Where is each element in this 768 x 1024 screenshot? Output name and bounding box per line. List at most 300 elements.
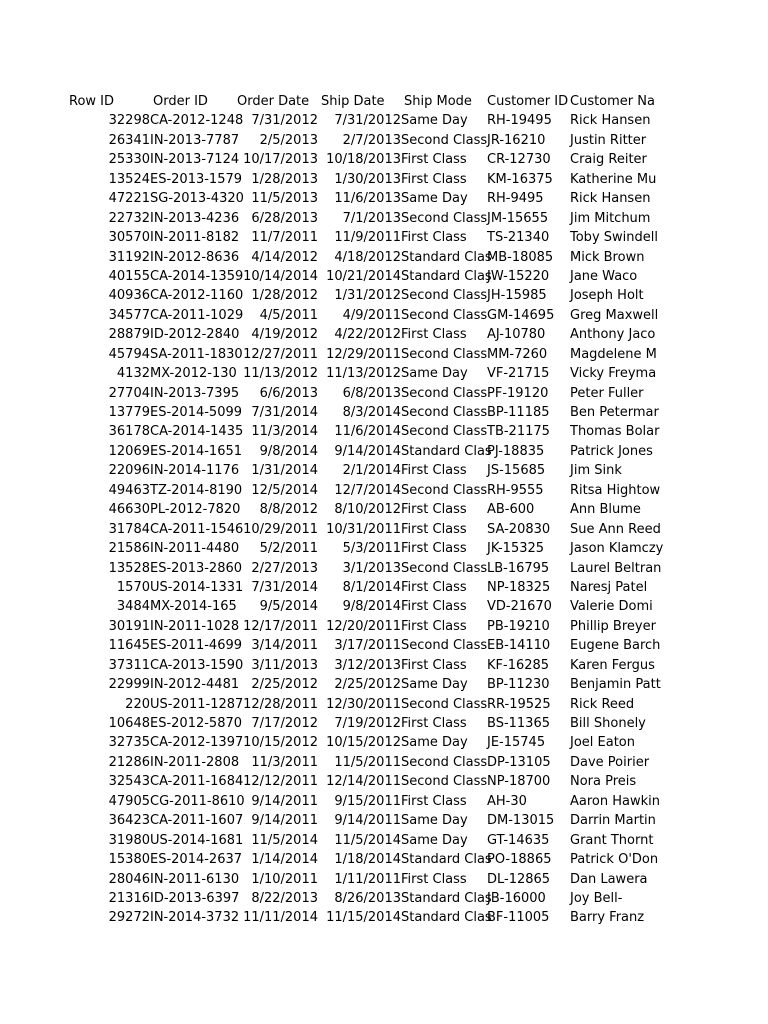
cell-ship-date[interactable]: 4/9/2011 bbox=[342, 307, 401, 323]
cell-row-id[interactable]: 45794 bbox=[108, 346, 150, 362]
cell-order-id[interactable]: CA-2011-1546 bbox=[150, 521, 244, 537]
cell-order-date[interactable]: 12/27/2011 bbox=[243, 346, 318, 362]
cell-order-date[interactable]: 7/31/2014 bbox=[251, 405, 318, 420]
cell-row-id[interactable]: 46630 bbox=[108, 502, 150, 518]
cell-row-id[interactable]: 13524 bbox=[108, 171, 150, 187]
cell-ship-date[interactable]: 9/14/2011 bbox=[334, 813, 401, 829]
cell-order-id[interactable]: US-2014-1331 bbox=[150, 579, 244, 595]
cell-customer-name[interactable]: Mick Brown bbox=[570, 249, 645, 265]
cell-order-date[interactable]: 11/5/2013 bbox=[251, 191, 318, 207]
cell-ship-mode[interactable]: Standard Clas bbox=[401, 443, 492, 459]
cell-customer-id[interactable]: GM-14695 bbox=[487, 307, 555, 323]
cell-order-date[interactable]: 10/17/2013 bbox=[243, 152, 318, 168]
cell-order-date[interactable]: 4/19/2012 bbox=[251, 327, 318, 343]
cell-row-id[interactable]: 30570 bbox=[108, 230, 150, 246]
cell-ship-mode[interactable]: First Class bbox=[401, 152, 467, 168]
cell-order-id[interactable]: IN-2013-7124 bbox=[150, 152, 240, 168]
cell-order-id[interactable]: IN-2014-3732 bbox=[150, 910, 240, 926]
cell-customer-name[interactable]: Ben Petermar bbox=[570, 405, 659, 420]
cell-row-id[interactable]: 31192 bbox=[108, 249, 150, 265]
cell-order-date[interactable]: 1/31/2014 bbox=[251, 463, 318, 479]
cell-customer-name[interactable]: Nora Preis bbox=[570, 774, 637, 790]
cell-customer-name[interactable]: Magdelene M bbox=[570, 346, 657, 362]
cell-customer-name[interactable]: Jane Waco bbox=[570, 268, 638, 284]
cell-customer-id[interactable]: KF-16285 bbox=[487, 657, 550, 673]
cell-row-id[interactable]: 3484 bbox=[116, 599, 150, 615]
cell-order-id[interactable]: ID-2012-2840 bbox=[150, 327, 240, 343]
cell-customer-id[interactable]: BP-11185 bbox=[487, 405, 550, 420]
cell-ship-mode[interactable]: First Class bbox=[401, 541, 467, 557]
cell-order-date[interactable]: 2/27/2013 bbox=[251, 560, 318, 576]
cell-customer-name[interactable]: Greg Maxwell bbox=[570, 307, 659, 323]
cell-order-date[interactable]: 12/12/2011 bbox=[243, 774, 318, 790]
cell-order-date[interactable]: 7/31/2012 bbox=[251, 113, 318, 129]
cell-ship-date[interactable]: 3/12/2013 bbox=[334, 657, 401, 673]
cell-order-date[interactable]: 12/5/2014 bbox=[251, 482, 318, 498]
cell-order-date[interactable]: 11/5/2014 bbox=[251, 832, 318, 848]
cell-order-date[interactable]: 11/3/2014 bbox=[251, 424, 318, 440]
cell-row-id[interactable]: 1570 bbox=[116, 579, 150, 595]
cell-ship-date[interactable]: 10/21/2014 bbox=[326, 268, 401, 284]
cell-customer-id[interactable]: JK-15325 bbox=[487, 541, 545, 557]
cell-ship-date[interactable]: 7/1/2013 bbox=[342, 210, 401, 226]
cell-order-date[interactable]: 7/17/2012 bbox=[251, 716, 318, 731]
cell-ship-mode[interactable]: Second Class bbox=[401, 307, 488, 323]
cell-order-id[interactable]: IN-2011-1028 bbox=[150, 618, 240, 634]
cell-order-id[interactable]: CA-2011-1607 bbox=[150, 813, 244, 829]
cell-row-id[interactable]: 32735 bbox=[108, 735, 150, 751]
cell-customer-id[interactable]: RR-19525 bbox=[487, 696, 551, 712]
cell-customer-id[interactable]: JB-16000 bbox=[487, 890, 546, 906]
cell-row-id[interactable]: 47905 bbox=[108, 793, 150, 809]
cell-ship-date[interactable]: 9/15/2011 bbox=[334, 793, 401, 809]
cell-order-date[interactable]: 10/14/2014 bbox=[243, 268, 318, 284]
cell-order-date[interactable]: 11/13/2012 bbox=[243, 366, 318, 382]
cell-customer-id[interactable]: BF-11005 bbox=[487, 910, 550, 926]
cell-ship-date[interactable]: 11/9/2011 bbox=[334, 230, 401, 246]
cell-ship-date[interactable]: 9/8/2014 bbox=[342, 599, 401, 615]
cell-ship-mode[interactable]: First Class bbox=[401, 716, 467, 731]
cell-order-id[interactable]: MX-2014-165 bbox=[150, 599, 237, 615]
cell-ship-date[interactable]: 9/14/2014 bbox=[334, 443, 401, 459]
cell-ship-mode[interactable]: Second Class bbox=[401, 754, 488, 770]
cell-customer-name[interactable]: Justin Ritter bbox=[570, 132, 647, 148]
cell-customer-name[interactable]: Jason Klamczy bbox=[570, 541, 664, 557]
cell-row-id[interactable]: 15380 bbox=[108, 852, 150, 868]
cell-ship-mode[interactable]: Second Class bbox=[401, 560, 488, 576]
cell-ship-date[interactable]: 2/1/2014 bbox=[342, 463, 401, 479]
cell-order-date[interactable]: 6/6/2013 bbox=[259, 385, 318, 401]
cell-customer-id[interactable]: AB-600 bbox=[487, 502, 535, 518]
cell-ship-mode[interactable]: Standard Clas bbox=[401, 268, 492, 284]
cell-order-date[interactable]: 10/29/2011 bbox=[243, 521, 318, 537]
header-customer-name[interactable]: Customer Na bbox=[570, 94, 655, 109]
cell-order-date[interactable]: 9/8/2014 bbox=[259, 443, 318, 459]
cell-ship-date[interactable]: 10/31/2011 bbox=[326, 521, 401, 537]
cell-ship-mode[interactable]: First Class bbox=[401, 502, 467, 518]
cell-order-date[interactable]: 11/11/2014 bbox=[243, 910, 318, 926]
cell-ship-mode[interactable]: Same Day bbox=[401, 677, 468, 693]
cell-customer-name[interactable]: Craig Reiter bbox=[570, 152, 647, 168]
cell-order-date[interactable]: 12/28/2011 bbox=[243, 696, 318, 712]
cell-ship-date[interactable]: 5/3/2011 bbox=[342, 541, 401, 557]
cell-customer-name[interactable]: Thomas Bolar bbox=[570, 424, 660, 440]
cell-customer-id[interactable]: PF-19120 bbox=[487, 385, 549, 401]
cell-order-id[interactable]: ID-2013-6397 bbox=[150, 890, 240, 906]
cell-order-date[interactable]: 11/7/2011 bbox=[251, 230, 318, 246]
cell-order-id[interactable]: TZ-2014-8190 bbox=[150, 482, 243, 498]
cell-row-id[interactable]: 22732 bbox=[108, 210, 150, 226]
cell-ship-date[interactable]: 3/1/2013 bbox=[342, 560, 401, 576]
cell-ship-date[interactable]: 12/29/2011 bbox=[326, 346, 401, 362]
cell-ship-date[interactable]: 8/26/2013 bbox=[334, 890, 401, 906]
cell-order-date[interactable]: 1/28/2013 bbox=[251, 171, 318, 187]
cell-ship-date[interactable]: 7/31/2012 bbox=[334, 113, 401, 129]
cell-customer-id[interactable]: BP-11230 bbox=[487, 677, 550, 693]
cell-customer-name[interactable]: Patrick Jones bbox=[570, 443, 653, 459]
cell-row-id[interactable]: 12069 bbox=[108, 443, 150, 459]
cell-customer-name[interactable]: Ritsa Hightow bbox=[570, 482, 661, 498]
cell-order-id[interactable]: ES-2011-4699 bbox=[150, 638, 243, 654]
cell-customer-id[interactable]: RH-9555 bbox=[487, 482, 544, 498]
cell-order-id[interactable]: CA-2012-1397 bbox=[150, 735, 244, 751]
cell-ship-mode[interactable]: Second Class bbox=[401, 210, 488, 226]
cell-customer-id[interactable]: DL-12865 bbox=[487, 871, 551, 887]
cell-ship-date[interactable]: 8/1/2014 bbox=[342, 579, 401, 595]
cell-ship-date[interactable]: 8/3/2014 bbox=[342, 405, 401, 420]
cell-ship-date[interactable]: 3/17/2011 bbox=[334, 638, 401, 654]
cell-customer-id[interactable]: PO-18865 bbox=[487, 852, 552, 868]
header-customer-id[interactable]: Customer ID bbox=[487, 94, 569, 109]
cell-ship-date[interactable]: 12/7/2014 bbox=[334, 482, 401, 498]
cell-order-id[interactable]: CA-2014-1435 bbox=[150, 424, 244, 440]
cell-ship-mode[interactable]: First Class bbox=[401, 793, 467, 809]
cell-ship-mode[interactable]: Second Class bbox=[401, 385, 488, 401]
cell-customer-id[interactable]: VD-21670 bbox=[487, 599, 552, 615]
header-order-date[interactable]: Order Date bbox=[237, 94, 310, 109]
cell-customer-name[interactable]: Dave Poirier bbox=[570, 754, 650, 770]
cell-ship-date[interactable]: 2/7/2013 bbox=[342, 132, 401, 148]
cell-customer-name[interactable]: Barry Franz bbox=[570, 910, 645, 926]
cell-order-id[interactable]: ES-2013-1579 bbox=[150, 171, 243, 187]
cell-ship-mode[interactable]: First Class bbox=[401, 579, 467, 595]
cell-ship-date[interactable]: 10/18/2013 bbox=[326, 152, 401, 168]
cell-ship-date[interactable]: 10/15/2012 bbox=[326, 735, 401, 751]
cell-order-id[interactable]: IN-2013-7395 bbox=[150, 385, 240, 401]
cell-customer-id[interactable]: NP-18700 bbox=[487, 774, 551, 790]
cell-row-id[interactable]: 11645 bbox=[108, 638, 150, 654]
header-order-id[interactable]: Order ID bbox=[153, 94, 208, 109]
cell-order-date[interactable]: 4/5/2011 bbox=[259, 307, 318, 323]
cell-customer-id[interactable]: TB-21175 bbox=[487, 424, 550, 440]
cell-order-date[interactable]: 8/22/2013 bbox=[251, 890, 318, 906]
cell-ship-date[interactable]: 1/30/2013 bbox=[334, 171, 401, 187]
cell-ship-mode[interactable]: First Class bbox=[401, 327, 467, 343]
cell-customer-name[interactable]: Joy Bell- bbox=[570, 890, 623, 906]
cell-customer-name[interactable]: Valerie Domi bbox=[570, 599, 653, 615]
cell-customer-id[interactable]: CR-12730 bbox=[487, 152, 551, 168]
cell-ship-date[interactable]: 11/13/2012 bbox=[326, 366, 401, 382]
cell-order-id[interactable]: IN-2011-2808 bbox=[150, 754, 240, 770]
cell-ship-mode[interactable]: Second Class bbox=[401, 288, 488, 304]
cell-customer-name[interactable]: Phillip Breyer bbox=[570, 618, 656, 634]
header-ship-date[interactable]: Ship Date bbox=[321, 94, 385, 109]
cell-ship-mode[interactable]: Second Class bbox=[401, 696, 488, 712]
cell-row-id[interactable]: 28879 bbox=[108, 327, 150, 343]
cell-ship-date[interactable]: 11/6/2013 bbox=[334, 191, 401, 207]
cell-row-id[interactable]: 220 bbox=[125, 696, 150, 712]
cell-order-id[interactable]: ES-2014-5099 bbox=[150, 405, 243, 420]
cell-customer-name[interactable]: Joel Eaton bbox=[570, 735, 635, 751]
cell-row-id[interactable]: 21586 bbox=[108, 541, 150, 557]
cell-order-id[interactable]: CA-2012-1160 bbox=[150, 288, 244, 304]
cell-customer-id[interactable]: AJ-10780 bbox=[487, 327, 546, 343]
cell-customer-name[interactable]: Karen Fergus bbox=[570, 657, 655, 673]
cell-ship-mode[interactable]: Second Class bbox=[401, 424, 488, 440]
cell-order-date[interactable]: 7/31/2014 bbox=[251, 579, 318, 595]
cell-ship-mode[interactable]: Same Day bbox=[401, 735, 468, 751]
cell-ship-mode[interactable]: First Class bbox=[401, 599, 467, 615]
cell-order-id[interactable]: US-2011-1287 bbox=[150, 696, 244, 712]
cell-customer-id[interactable]: JS-15685 bbox=[487, 463, 546, 479]
header-ship-mode[interactable]: Ship Mode bbox=[404, 94, 472, 109]
cell-customer-name[interactable]: Vicky Freyma bbox=[570, 366, 657, 382]
cell-ship-mode[interactable]: Same Day bbox=[401, 832, 468, 848]
cell-customer-id[interactable]: PB-19210 bbox=[487, 618, 550, 634]
cell-ship-mode[interactable]: First Class bbox=[401, 463, 467, 479]
cell-ship-mode[interactable]: First Class bbox=[401, 171, 467, 187]
cell-row-id[interactable]: 32543 bbox=[108, 774, 150, 790]
cell-ship-date[interactable]: 1/11/2011 bbox=[334, 871, 401, 887]
cell-order-id[interactable]: IN-2012-8636 bbox=[150, 249, 240, 265]
cell-order-date[interactable]: 10/15/2012 bbox=[243, 735, 318, 751]
cell-order-date[interactable]: 9/5/2014 bbox=[259, 599, 318, 615]
cell-customer-id[interactable]: JR-16210 bbox=[487, 132, 546, 148]
cell-row-id[interactable]: 4132 bbox=[116, 366, 150, 382]
cell-order-id[interactable]: CA-2012-1248 bbox=[150, 113, 244, 129]
cell-customer-id[interactable]: LB-16795 bbox=[487, 560, 550, 576]
cell-order-date[interactable]: 1/10/2011 bbox=[251, 871, 318, 887]
cell-customer-id[interactable]: VF-21715 bbox=[487, 366, 550, 382]
cell-customer-id[interactable]: JE-15745 bbox=[487, 735, 546, 751]
cell-order-date[interactable]: 2/5/2013 bbox=[259, 132, 318, 148]
cell-order-id[interactable]: CA-2013-1590 bbox=[150, 657, 244, 673]
cell-customer-name[interactable]: Rick Hansen bbox=[570, 113, 651, 129]
cell-ship-date[interactable]: 11/5/2011 bbox=[334, 754, 401, 770]
cell-customer-id[interactable]: PJ-18835 bbox=[487, 443, 545, 459]
cell-order-id[interactable]: IN-2011-8182 bbox=[150, 230, 240, 246]
cell-order-id[interactable]: PL-2012-7820 bbox=[150, 502, 241, 518]
cell-row-id[interactable]: 32298 bbox=[108, 113, 150, 129]
cell-row-id[interactable]: 40155 bbox=[108, 268, 150, 284]
cell-ship-date[interactable]: 8/10/2012 bbox=[334, 502, 401, 518]
cell-row-id[interactable]: 40936 bbox=[108, 288, 150, 304]
cell-customer-id[interactable]: TS-21340 bbox=[487, 230, 550, 246]
cell-ship-mode[interactable]: Same Day bbox=[401, 366, 468, 382]
cell-row-id[interactable]: 21286 bbox=[108, 754, 150, 770]
cell-customer-id[interactable]: MM-7260 bbox=[487, 346, 548, 362]
cell-row-id[interactable]: 37311 bbox=[108, 657, 150, 673]
cell-customer-id[interactable]: DM-13015 bbox=[487, 813, 555, 829]
cell-ship-mode[interactable]: Second Class bbox=[401, 132, 488, 148]
cell-row-id[interactable]: 22096 bbox=[108, 463, 150, 479]
cell-order-id[interactable]: ES-2014-2637 bbox=[150, 852, 243, 868]
cell-customer-name[interactable]: Peter Fuller bbox=[570, 385, 644, 401]
cell-ship-mode[interactable]: Same Day bbox=[401, 813, 468, 829]
header-row-id[interactable]: Row ID bbox=[69, 94, 115, 109]
cell-customer-name[interactable]: Bill Shonely bbox=[570, 716, 646, 731]
cell-customer-name[interactable]: Naresj Patel bbox=[570, 579, 648, 595]
cell-ship-date[interactable]: 4/18/2012 bbox=[334, 249, 401, 265]
cell-customer-name[interactable]: Jim Mitchum bbox=[570, 210, 651, 226]
cell-order-date[interactable]: 4/14/2012 bbox=[251, 249, 318, 265]
cell-ship-mode[interactable]: First Class bbox=[401, 618, 467, 634]
cell-order-date[interactable]: 5/2/2011 bbox=[259, 541, 318, 557]
cell-customer-name[interactable]: Darrin Martin bbox=[570, 813, 656, 829]
cell-order-id[interactable]: MX-2012-130 bbox=[150, 366, 237, 382]
cell-row-id[interactable]: 36178 bbox=[108, 424, 150, 440]
cell-ship-mode[interactable]: Standard Clas bbox=[401, 910, 492, 926]
cell-customer-id[interactable]: NP-18325 bbox=[487, 579, 551, 595]
cell-ship-date[interactable]: 11/6/2014 bbox=[334, 424, 401, 440]
cell-row-id[interactable]: 28046 bbox=[108, 871, 150, 887]
cell-ship-date[interactable]: 1/18/2014 bbox=[334, 852, 401, 868]
cell-order-id[interactable]: CA-2014-1359 bbox=[150, 268, 244, 284]
cell-ship-mode[interactable]: Standard Clas bbox=[401, 249, 492, 265]
cell-order-id[interactable]: IN-2013-4236 bbox=[150, 210, 240, 226]
cell-order-date[interactable]: 8/8/2012 bbox=[259, 502, 318, 518]
cell-order-date[interactable]: 1/28/2012 bbox=[251, 288, 318, 304]
cell-order-id[interactable]: IN-2014-1176 bbox=[150, 463, 240, 479]
cell-customer-name[interactable]: Aaron Hawkin bbox=[570, 793, 660, 809]
cell-order-id[interactable]: ES-2012-5870 bbox=[150, 716, 243, 731]
cell-ship-date[interactable]: 6/8/2013 bbox=[342, 385, 401, 401]
cell-ship-mode[interactable]: Second Class bbox=[401, 482, 488, 498]
cell-customer-name[interactable]: Rick Reed bbox=[570, 696, 635, 712]
cell-customer-name[interactable]: Benjamin Patt bbox=[570, 677, 661, 693]
cell-ship-mode[interactable]: First Class bbox=[401, 871, 467, 887]
cell-row-id[interactable]: 29272 bbox=[108, 910, 150, 926]
cell-row-id[interactable]: 10648 bbox=[108, 716, 150, 731]
cell-row-id[interactable]: 22999 bbox=[108, 677, 150, 693]
cell-ship-date[interactable]: 11/5/2014 bbox=[334, 832, 401, 848]
cell-customer-id[interactable]: RH-9495 bbox=[487, 191, 544, 207]
cell-row-id[interactable]: 47221 bbox=[108, 191, 150, 207]
cell-row-id[interactable]: 25330 bbox=[108, 152, 150, 168]
cell-ship-date[interactable]: 12/30/2011 bbox=[326, 696, 401, 712]
cell-customer-name[interactable]: Patrick O'Don bbox=[570, 852, 659, 868]
cell-ship-mode[interactable]: First Class bbox=[401, 657, 467, 673]
cell-ship-date[interactable]: 12/14/2011 bbox=[326, 774, 401, 790]
cell-customer-name[interactable]: Eugene Barch bbox=[570, 638, 661, 654]
cell-order-id[interactable]: CA-2011-1029 bbox=[150, 307, 244, 323]
cell-order-date[interactable]: 6/28/2013 bbox=[251, 210, 318, 226]
cell-order-date[interactable]: 2/25/2012 bbox=[251, 677, 318, 693]
cell-customer-name[interactable]: Grant Thornt bbox=[570, 832, 654, 848]
cell-ship-mode[interactable]: First Class bbox=[401, 521, 467, 537]
cell-customer-id[interactable]: KM-16375 bbox=[487, 171, 553, 187]
cell-row-id[interactable]: 13528 bbox=[108, 560, 150, 576]
cell-ship-mode[interactable]: Second Class bbox=[401, 346, 488, 362]
cell-order-date[interactable]: 3/11/2013 bbox=[251, 657, 318, 673]
cell-row-id[interactable]: 31980 bbox=[108, 832, 150, 848]
cell-row-id[interactable]: 27704 bbox=[108, 385, 150, 401]
cell-ship-date[interactable]: 1/31/2012 bbox=[334, 288, 401, 304]
cell-ship-date[interactable]: 11/15/2014 bbox=[326, 910, 401, 926]
cell-ship-mode[interactable]: Same Day bbox=[401, 191, 468, 207]
cell-customer-id[interactable]: RH-19495 bbox=[487, 113, 552, 129]
cell-order-id[interactable]: IN-2011-6130 bbox=[150, 871, 240, 887]
cell-order-id[interactable]: US-2014-1681 bbox=[150, 832, 244, 848]
cell-order-date[interactable]: 12/17/2011 bbox=[243, 618, 318, 634]
cell-order-id[interactable]: IN-2011-4480 bbox=[150, 541, 240, 557]
cell-customer-id[interactable]: JH-15985 bbox=[487, 288, 547, 304]
cell-row-id[interactable]: 36423 bbox=[108, 813, 150, 829]
cell-ship-mode[interactable]: First Class bbox=[401, 230, 467, 246]
cell-order-id[interactable]: IN-2013-7787 bbox=[150, 132, 240, 148]
cell-customer-id[interactable]: AH-30 bbox=[487, 793, 527, 809]
cell-customer-id[interactable]: DP-13105 bbox=[487, 754, 551, 770]
cell-order-id[interactable]: SG-2013-4320 bbox=[150, 191, 244, 207]
cell-row-id[interactable]: 21316 bbox=[108, 890, 150, 906]
cell-ship-mode[interactable]: Second Class bbox=[401, 638, 488, 654]
cell-customer-name[interactable]: Ann Blume bbox=[570, 502, 641, 518]
cell-customer-id[interactable]: MB-18085 bbox=[487, 249, 554, 265]
cell-customer-name[interactable]: Sue Ann Reed bbox=[570, 521, 661, 537]
cell-ship-mode[interactable]: Standard Clas bbox=[401, 890, 492, 906]
cell-customer-id[interactable]: JM-15655 bbox=[487, 210, 549, 226]
cell-customer-name[interactable]: Jim Sink bbox=[570, 463, 622, 479]
cell-row-id[interactable]: 49463 bbox=[108, 482, 150, 498]
cell-order-id[interactable]: SA-2011-1830 bbox=[150, 346, 243, 362]
cell-ship-mode[interactable]: Second Class bbox=[401, 774, 488, 790]
cell-ship-date[interactable]: 2/25/2012 bbox=[334, 677, 401, 693]
cell-customer-name[interactable]: Rick Hansen bbox=[570, 191, 651, 207]
cell-order-date[interactable]: 11/3/2011 bbox=[251, 754, 318, 770]
cell-customer-name[interactable]: Joseph Holt bbox=[570, 288, 644, 304]
cell-row-id[interactable]: 13779 bbox=[108, 405, 150, 420]
cell-customer-name[interactable]: Katherine Mu bbox=[570, 171, 657, 187]
cell-customer-name[interactable]: Anthony Jaco bbox=[570, 327, 656, 343]
cell-customer-name[interactable]: Laurel Beltran bbox=[570, 560, 662, 576]
cell-customer-id[interactable]: BS-11365 bbox=[487, 716, 550, 731]
cell-row-id[interactable]: 30191 bbox=[108, 618, 150, 634]
cell-order-date[interactable]: 1/14/2014 bbox=[251, 852, 318, 868]
cell-order-id[interactable]: CG-2011-8610 bbox=[150, 793, 245, 809]
cell-ship-mode[interactable]: Second Class bbox=[401, 405, 488, 420]
cell-order-date[interactable]: 9/14/2011 bbox=[251, 813, 318, 829]
cell-order-date[interactable]: 9/14/2011 bbox=[251, 793, 318, 809]
cell-ship-mode[interactable]: Standard Clas bbox=[401, 852, 492, 868]
cell-order-id[interactable]: CA-2011-1684 bbox=[150, 774, 244, 790]
cell-customer-id[interactable]: JW-15220 bbox=[487, 268, 550, 284]
cell-ship-date[interactable]: 4/22/2012 bbox=[334, 327, 401, 343]
cell-order-id[interactable]: ES-2013-2860 bbox=[150, 560, 243, 576]
cell-customer-name[interactable]: Toby Swindell bbox=[570, 230, 658, 246]
cell-order-id[interactable]: ES-2014-1651 bbox=[150, 443, 243, 459]
cell-customer-id[interactable]: GT-14635 bbox=[487, 832, 550, 848]
cell-ship-mode[interactable]: Same Day bbox=[401, 113, 468, 129]
cell-ship-date[interactable]: 12/20/2011 bbox=[326, 618, 401, 634]
cell-order-id[interactable]: IN-2012-4481 bbox=[150, 677, 240, 693]
cell-customer-name[interactable]: Dan Lawera bbox=[570, 871, 648, 887]
cell-row-id[interactable]: 31784 bbox=[108, 521, 150, 537]
cell-order-date[interactable]: 3/14/2011 bbox=[251, 638, 318, 654]
cell-row-id[interactable]: 34577 bbox=[108, 307, 150, 323]
cell-row-id[interactable]: 26341 bbox=[108, 132, 150, 148]
cell-ship-date[interactable]: 7/19/2012 bbox=[334, 716, 401, 731]
cell-customer-id[interactable]: SA-20830 bbox=[487, 521, 551, 537]
